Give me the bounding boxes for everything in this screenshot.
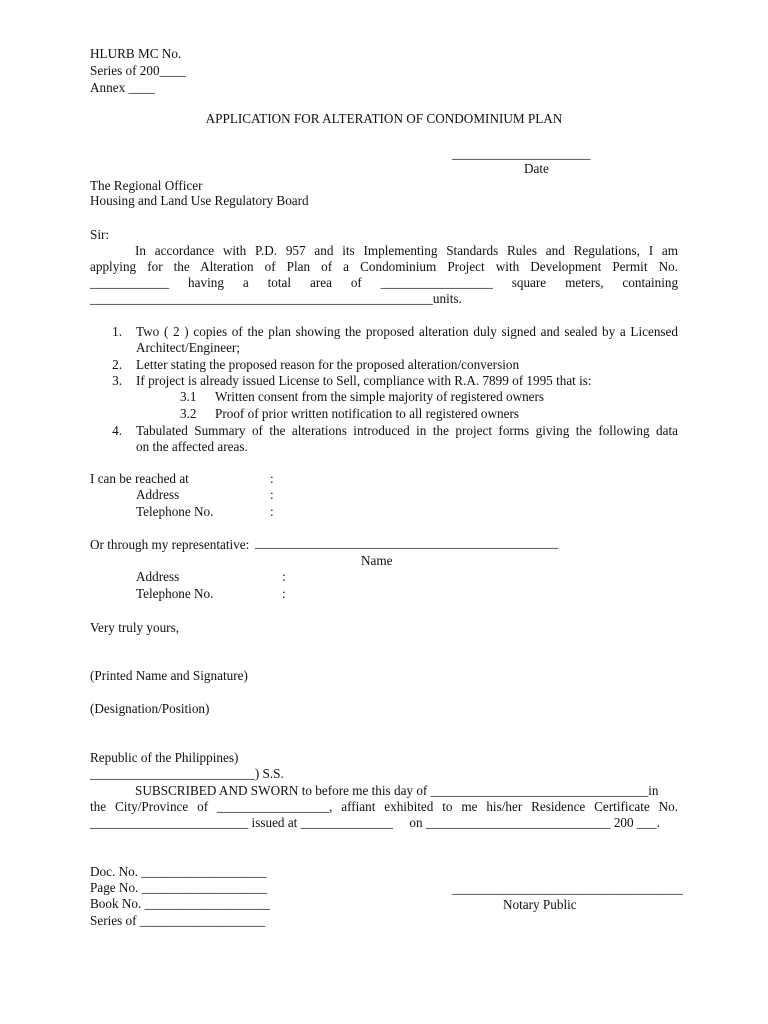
units-line: ____________________________________________________units. (90, 291, 462, 306)
requirement-1-line-2: Architect/Engineer; (136, 340, 240, 355)
series-line: Series of 200____ (90, 63, 186, 78)
colon: : (270, 471, 274, 486)
rep-address-label: Address (136, 569, 180, 584)
body-word: containing (622, 275, 679, 290)
requirement-3-1: Written consent from the simple majority of registered owners (215, 389, 545, 404)
representative-name-line: ______________________________________________ (255, 535, 559, 550)
body-line-3 (90, 275, 678, 291)
address-label: Address (136, 487, 180, 502)
requirement-2: Letter stating the proposed reason for the proposed alteration/conversion (136, 357, 520, 372)
ss-line: _________________________) S.S. (90, 766, 284, 781)
colon: : (282, 569, 286, 584)
colon: : (270, 487, 274, 502)
date-signature-line: _____________________ (452, 146, 591, 161)
body-word: square (511, 275, 547, 290)
doc-no-line: Doc. No. ___________________ (90, 864, 267, 879)
requirement-1-line-1: Two ( 2 ) copies of the plan showing the proposed alteration duly signed and sealed by a Licensed (136, 324, 678, 339)
mc-number: HLURB MC No. (90, 46, 182, 61)
body-word: having (188, 275, 224, 290)
list-number: 1. (112, 324, 122, 339)
rep-telephone-label: Telephone No. (136, 586, 214, 601)
requirement-4-line-1: Tabulated Summary of the alterations introduced in the project forms giving the following data (136, 423, 678, 438)
series-of-line: Series of ___________________ (90, 913, 266, 928)
printed-name-label: (Printed Name and Signature) (90, 668, 248, 683)
requirement-4-line-2: on the affected areas. (136, 439, 248, 454)
requirement-3: If project is already issued License to Sell, compliance with R.A. 7899 of 1995 that is: (136, 373, 592, 388)
list-number: 2. (112, 357, 122, 372)
list-number: 3. (112, 373, 122, 388)
jurat-word: No. (658, 799, 679, 814)
permit-number-blank: ____________ (90, 275, 170, 290)
name-label: Name (361, 553, 393, 568)
designation-label: (Designation/Position) (90, 701, 210, 716)
colon: : (282, 586, 286, 601)
jurat-word: of (197, 799, 209, 814)
closing-phrase: Very truly yours, (90, 620, 180, 635)
book-no-line: Book No. ___________________ (90, 896, 270, 911)
republic-line: Republic of the Philippines) (90, 750, 239, 765)
page-no-line: Page No. ___________________ (90, 880, 267, 895)
body-word: meters, (565, 275, 604, 290)
addressee-line-2: Housing and Land Use Regulatory Board (90, 193, 309, 208)
reached-at-label: I can be reached at (90, 471, 189, 486)
jurat-line-1: SUBSCRIBED AND SWORN to before me this day of _________________________________in (135, 783, 659, 798)
jurat-word: the (90, 799, 107, 814)
jurat-word: Residence (531, 799, 586, 814)
salutation: Sir: (90, 227, 110, 242)
notary-public-label: Notary Public (503, 897, 577, 912)
body-line-1: In accordance with P.D. 957 and its Implementing Standards Rules and Regulations, I am (135, 243, 678, 258)
list-number: 4. (112, 423, 122, 438)
addressee-line-1: The Regional Officer (90, 178, 203, 193)
body-word: total (267, 275, 292, 290)
annex-line: Annex ____ (90, 80, 155, 95)
body-line-2: applying for the Alteration of Plan of a Condominium Project with Development Permit No. (90, 259, 678, 274)
jurat-word: me (461, 799, 478, 814)
body-word: area (309, 275, 332, 290)
jurat-word: exhibited (384, 799, 434, 814)
area-blank: _________________ (380, 275, 493, 290)
jurat-line-3: ________________________ issued at ______________ on ____________________________ 200 ___. (90, 815, 660, 830)
sub-number: 3.1 (180, 389, 197, 404)
colon: : (270, 504, 274, 519)
requirement-3-2: Proof of prior written notification to all registered owners (215, 406, 519, 421)
city-blank: _________________, (216, 799, 333, 814)
jurat-word: affiant (341, 799, 376, 814)
jurat-word: his/her (486, 799, 523, 814)
notary-signature-line: ___________________________________ (452, 881, 683, 896)
jurat-word: Certificate (594, 799, 650, 814)
page-title: APPLICATION FOR ALTERATION OF CONDOMINIUM PLAN (205, 111, 563, 126)
jurat-word: to (442, 799, 453, 814)
jurat-word: City/Province (114, 799, 189, 814)
body-word: a (242, 275, 249, 290)
sub-number: 3.2 (180, 406, 197, 421)
date-label: Date (524, 161, 549, 176)
body-word: of (350, 275, 362, 290)
representative-label: Or through my representative: (90, 537, 250, 552)
jurat-line-2 (90, 799, 678, 815)
telephone-label: Telephone No. (136, 504, 214, 519)
